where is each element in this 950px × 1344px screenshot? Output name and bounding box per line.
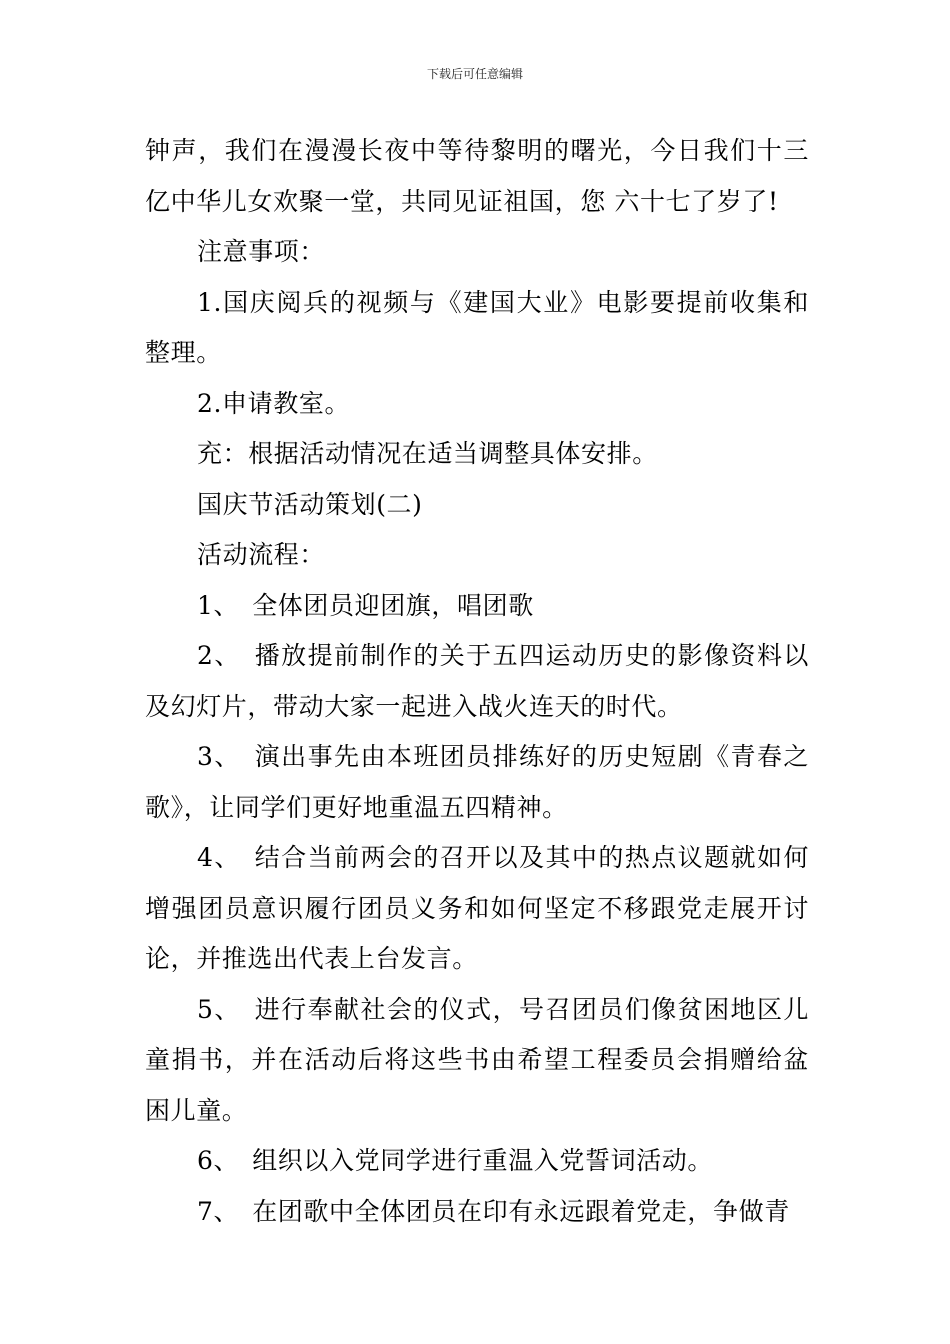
paragraph-notes-heading: 注意事项：	[197, 237, 326, 266]
document-body	[145, 126, 809, 1237]
paragraph-step-4: 4、 结合当前两会的召开以及其中的热点议题就如何增强团员意识履行团员义务和如何坚定不移跟党走展开讨论，并推选出代表上台发言。	[145, 843, 809, 973]
paragraph-step-6: 6、 组织以入党同学进行重温入党誓词活动。	[197, 1146, 714, 1175]
paragraph-continuation: 钟声，我们在漫漫长夜中等待黎明的曙光，今日我们十三亿中华儿女欢聚一堂，共同见证祖国，您 六十七了岁了!	[145, 136, 809, 216]
paragraph-section-title: 国庆节活动策划(二)	[197, 489, 423, 519]
paragraph-step-5: 5、 进行奉献社会的仪式，号召团员们像贫困地区儿童捐书，并在活动后将这些书由希望工程委员会捐赠给盆困儿童。	[145, 994, 809, 1125]
paragraph-step-7: 7、 在团歌中全体团员在印有永远跟着党走，争做青	[197, 1196, 790, 1226]
paragraph-note-1: 1.国庆阅兵的视频与《建国大业》电影要提前收集和整理。	[145, 287, 809, 367]
paragraph-process-heading: 活动流程：	[197, 540, 326, 569]
paragraph-step-3: 3、 演出事先由本班团员排练好的历史短剧《青春之歌》，让同学们更好地重温五四精神。	[145, 742, 809, 822]
paragraph-note-2: 2.申请教室。	[197, 388, 351, 418]
paragraph-step-2: 2、 播放提前制作的关于五四运动历史的影像资料以及幻灯片，带动大家一起进入战火连天的时代。	[145, 641, 809, 721]
paragraph-step-1: 1、 全体团员迎团旗，唱团歌	[197, 590, 534, 620]
page-header: 下载后可任意编辑	[426, 67, 523, 81]
paragraph-supplement: 充：根据活动情况在适当调整具体安排。	[197, 439, 658, 468]
